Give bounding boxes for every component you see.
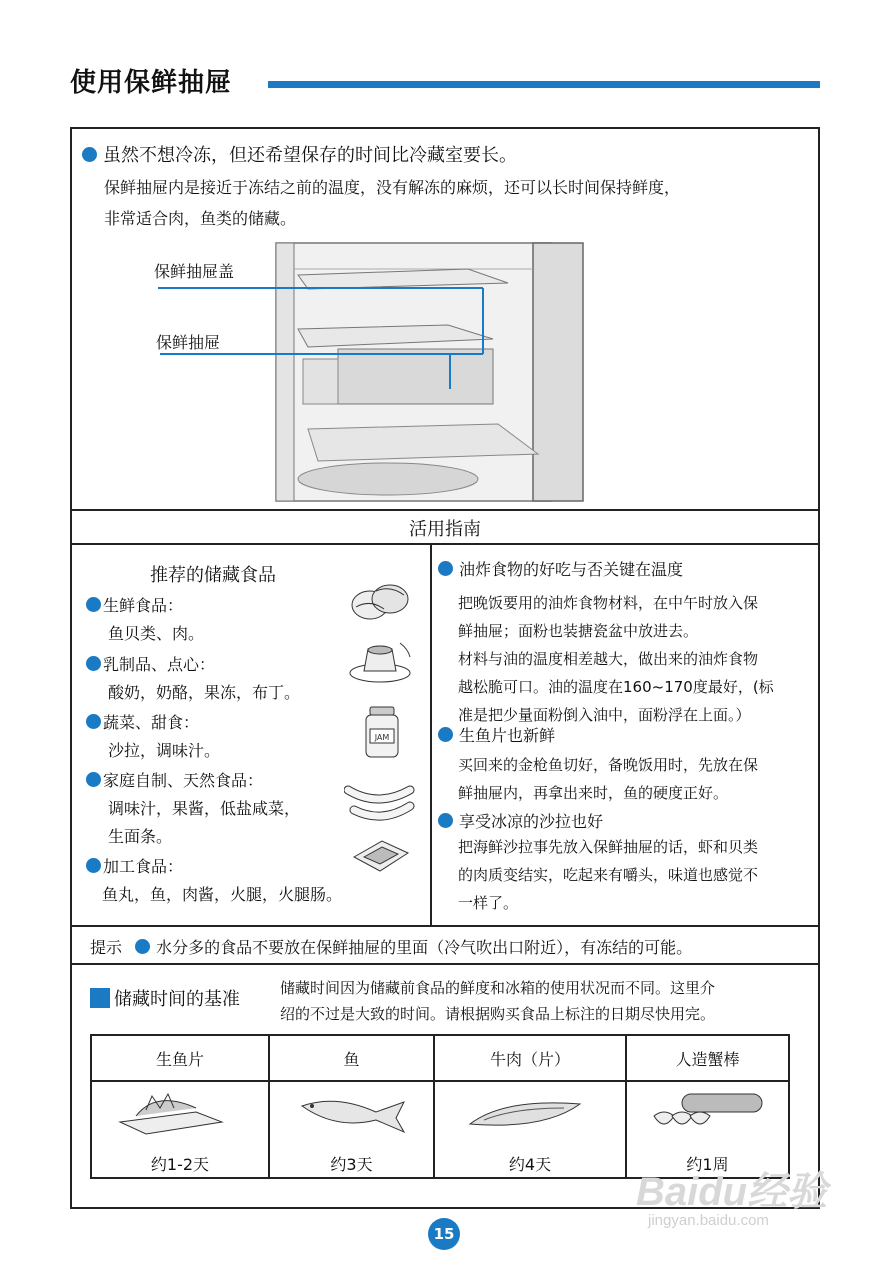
hint-row bbox=[90, 935, 692, 958]
hint-label: 提示 bbox=[90, 938, 123, 957]
tip-sashimi-body: 买回来的金枪鱼切好，备晚饭用时，先放在保 鲜抽屉内，再拿出来时，鱼的硬度正好。 bbox=[458, 756, 759, 802]
label-drawer-lid: 保鲜抽屉盖 bbox=[154, 262, 235, 281]
tip-fried-heading: 油炸食物的好吃与否关键在温度 bbox=[438, 557, 683, 580]
baidu-watermark-url: jingyan.baidu.com bbox=[648, 1212, 769, 1229]
time-crab: 约1周 bbox=[686, 1155, 729, 1174]
bullet-dot-icon bbox=[86, 858, 101, 873]
fish-icon bbox=[296, 1092, 408, 1136]
intro-body-line1: 保鲜抽屉内是接近于冻结之前的温度，没有解冻的麻烦，还可以长时间保持鲜度， bbox=[104, 178, 681, 197]
fridge-drawer-illustration bbox=[158, 239, 598, 504]
category-veg-items: 沙拉，调味汁。 bbox=[108, 741, 221, 760]
label-drawer: 保鲜抽屉 bbox=[156, 333, 221, 352]
pudding-icon bbox=[348, 639, 414, 685]
tip-salad-body: 把海鲜沙拉事先放入保鲜抽屉的话，虾和贝类 的肉质变结实，吃起来有嚼头，味道也感觉不 一样了。 bbox=[458, 838, 759, 912]
hint-text: 水分多的食品不要放在保鲜抽屉的里面（冷气吹出口附近），有冻结的可能。 bbox=[156, 938, 693, 957]
category-dairy-items: 酸奶，奶酪，果冻，布丁。 bbox=[108, 683, 301, 702]
category-fresh: 生鲜食品： bbox=[86, 593, 183, 616]
jam-jar-icon bbox=[362, 705, 402, 761]
category-processed: 加工食品： bbox=[86, 854, 183, 877]
recommend-title: 推荐的储藏食品 bbox=[150, 565, 276, 586]
intro-body-line2: 非常适合肉，鱼类的储藏。 bbox=[104, 209, 297, 228]
storage-table bbox=[90, 1034, 790, 1179]
packaged-meat-icon bbox=[350, 837, 412, 877]
content-frame bbox=[70, 127, 820, 1209]
time-beef: 约4天 bbox=[508, 1155, 552, 1174]
beef-slice-icon bbox=[464, 1096, 586, 1134]
storage-title: 储藏时间的基准 bbox=[90, 985, 240, 1011]
square-bullet-icon bbox=[90, 988, 110, 1008]
crab-stick-icon bbox=[648, 1090, 768, 1142]
bullet-dot-icon bbox=[82, 147, 97, 162]
clam-icon bbox=[350, 577, 412, 627]
guide-header: 活用指南 bbox=[409, 519, 481, 540]
title-underline-bar bbox=[268, 81, 820, 88]
category-homemade: 家庭自制、天然食品： bbox=[86, 768, 263, 791]
time-fish: 约3天 bbox=[330, 1155, 373, 1174]
category-processed-items: 鱼丸，鱼，肉酱，火腿，火腿肠。 bbox=[102, 885, 343, 904]
intro-heading: 虽然不想冷冻，但还希望保存的时间比冷藏室要长。 bbox=[82, 141, 517, 167]
sashimi-icon bbox=[116, 1088, 226, 1140]
time-sashimi: 约1-2天 bbox=[150, 1155, 210, 1174]
storage-desc: 储藏时间因为储藏前食品的鲜度和冰箱的使用状况而不同。这里介 绍的不过是大致的时间。请根据购买食品上标注的日期尽快用完。 bbox=[280, 979, 716, 1023]
bullet-dot-icon bbox=[438, 561, 453, 576]
col-header-beef: 牛肉（片） bbox=[489, 1049, 570, 1069]
tip-fried-body: 把晚饭要用的油炸食物材料，在中午时放入保 鲜抽屉；面粉也装搪瓷盆中放进去。 材料与油的温度相差越大，做出来的油炸食物 越松脆可口。油的温度在160~170度最好，(标 准是把少量面粉倒入油中，面粉浮在上面。） bbox=[458, 594, 774, 724]
category-homemade-items2: 生面条。 bbox=[108, 827, 173, 846]
category-fresh-items: 鱼贝类、肉。 bbox=[108, 624, 205, 643]
bullet-dot-icon bbox=[86, 714, 101, 729]
category-homemade-items: 调味汁，果酱，低盐咸菜， bbox=[108, 799, 301, 818]
sausage-icon bbox=[344, 774, 416, 824]
category-dairy: 乳制品、点心： bbox=[86, 652, 215, 675]
page-title: 使用保鲜抽屉 bbox=[70, 68, 233, 98]
baidu-watermark-logo: Baidu经验 bbox=[636, 1170, 828, 1214]
tip-sashimi-heading: 生鱼片也新鲜 bbox=[438, 723, 555, 746]
bullet-dot-icon bbox=[438, 813, 453, 828]
page-number-badge: 15 bbox=[428, 1218, 460, 1250]
bullet-dot-icon bbox=[135, 939, 150, 954]
col-header-crab: 人造蟹棒 bbox=[675, 1049, 740, 1069]
bullet-dot-icon bbox=[86, 656, 101, 671]
bullet-dot-icon bbox=[86, 772, 101, 787]
tip-salad-heading: 享受冰凉的沙拉也好 bbox=[438, 809, 603, 832]
bullet-dot-icon bbox=[438, 727, 453, 742]
bullet-dot-icon bbox=[86, 597, 101, 612]
col-header-sashimi: 生鱼片 bbox=[155, 1049, 204, 1069]
jam-jar-label: JAM bbox=[374, 733, 390, 742]
col-header-fish: 鱼 bbox=[343, 1049, 360, 1069]
category-veg: 蔬菜、甜食： bbox=[86, 710, 199, 733]
